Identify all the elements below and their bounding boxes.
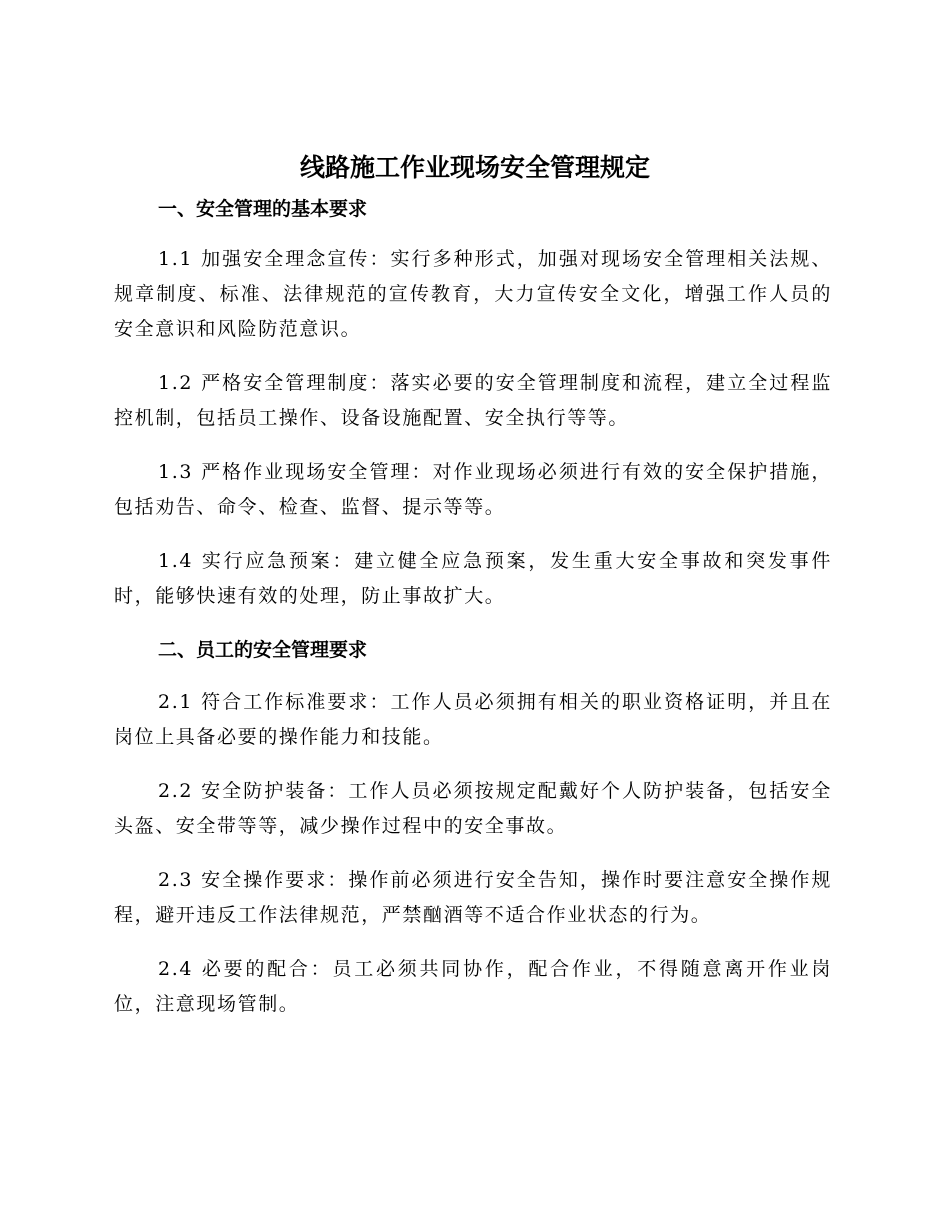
paragraph: 2.4 必要的配合：员工必须共同协作，配合作业，不得随意离开作业岗位，注意现场管制。	[114, 958, 832, 1015]
paragraph: 2.2 安全防护装备：工作人员必须按规定配戴好个人防护装备，包括安全头盔、安全带等等，减少操作过程中的安全事故。	[114, 780, 832, 837]
document-body	[114, 192, 832, 1041]
section-basic-requirements	[114, 192, 832, 614]
paragraph: 1.1 加强安全理念宣传：实行多种形式，加强对现场安全管理相关法规、规章制度、标准、法律规范的宣传教育，大力宣传安全文化，增强工作人员的安全意识和风险防范意识。	[114, 248, 832, 340]
section-heading: 二、员工的安全管理要求	[158, 639, 368, 661]
document-title: 线路施工作业现场安全管理规定	[299, 153, 650, 182]
paragraph: 2.1 符合工作标准要求：工作人员必须拥有相关的职业资格证明，并且在岗位上具备必要的操作能力和技能。	[114, 691, 832, 748]
section-heading: 一、安全管理的基本要求	[158, 198, 368, 220]
paragraph: 1.3 严格作业现场安全管理：对作业现场必须进行有效的安全保护措施，包括劝告、命令、检查、监督、提示等等。	[114, 461, 832, 518]
paragraph: 2.3 安全操作要求：操作前必须进行安全告知，操作时要注意安全操作规程，避开违反工作法律规范，严禁酗酒等不适合作业状态的行为。	[114, 869, 832, 926]
paragraph: 1.4 实行应急预案：建立健全应急预案，发生重大安全事故和突发事件时，能够快速有效的处理，防止事故扩大。	[114, 550, 832, 607]
section-employee-requirements	[114, 633, 832, 1022]
paragraph: 1.2 严格安全管理制度：落实必要的安全管理制度和流程，建立全过程监控机制，包括员工操作、设备设施配置、安全执行等等。	[114, 372, 832, 429]
